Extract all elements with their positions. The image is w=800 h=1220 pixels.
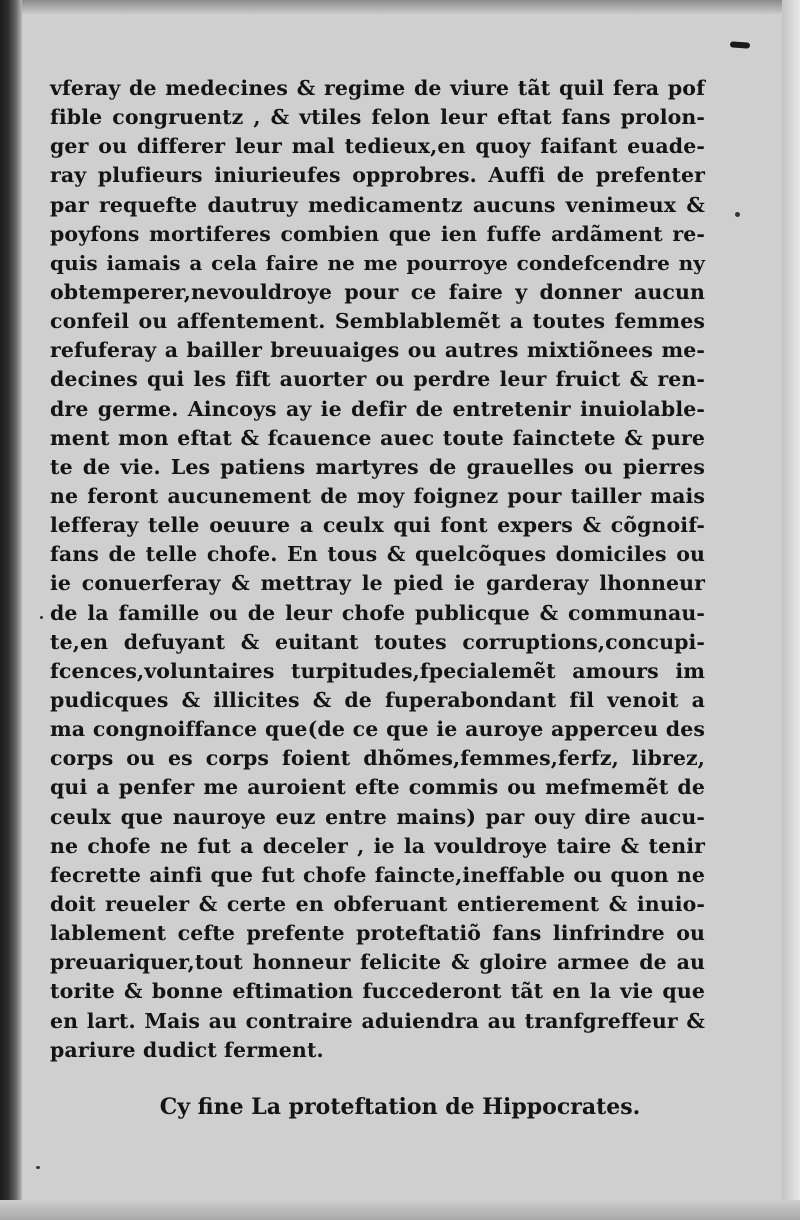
text-line: par requefte dautruy medicamentz aucuns venimeux & — [50, 192, 705, 217]
text-line: quis iamais a cela faire ne me pourroye condefcendre ny — [50, 250, 705, 275]
text-line: qui a penfer me auroient efte commis ou mefmemẽt de — [50, 775, 705, 800]
text-line: decines qui les fift auorter ou perdre leur fruict & ren- — [50, 367, 705, 392]
text-line: ne feront aucunement de moy foignez pour tailler mais — [50, 483, 705, 508]
ink-mark — [730, 41, 750, 48]
text-line: te,en defuyant & euitant toutes corruptions,concupi- — [50, 629, 705, 654]
text-line: confeil ou affentement. Semblablemẽt a toutes femmes — [50, 309, 705, 334]
body-text — [50, 74, 705, 1065]
page-right-edge — [782, 0, 800, 1220]
ink-speck — [735, 212, 740, 217]
text-line: ne chofe ne fut a deceler , ie la vouldroye taire & tenir — [50, 833, 705, 858]
text-line: de la famille ou de leur chofe publicque & communau- — [50, 600, 705, 625]
text-line: fible congruentz , & vtiles felon leur eftat fans prolon- — [50, 105, 705, 130]
text-line: lablement cefte prefente proteftatiõ fans linfrindre ou — [50, 921, 705, 946]
text-line: fcences,voluntaires turpitudes,fpecialemẽt amours im — [50, 658, 705, 683]
text-line: ray plufieurs iniurieufes opprobres. Auffi de prefenter — [50, 163, 705, 188]
text-line: te de vie. Les patiens martyres de grauelles ou pierres — [50, 454, 705, 479]
text-line: fans de telle chofe. En tous & quelcõques domiciles ou — [50, 542, 705, 567]
text-line: en lart. Mais au contraire aduiendra au tranfgreffeur & — [50, 1008, 705, 1033]
text-line: doit reueler & certe en obferuant entierement & inuio- — [50, 891, 705, 916]
page-top-edge — [0, 0, 800, 14]
text-line: torite & bonne eftimation fuccederont tãt en la vie que — [50, 979, 705, 1004]
text-line: refuferay a bailler breuuaiges ou autres mixtiõnees me- — [50, 338, 705, 363]
text-line: ceulx que nauroye euz entre mains) par ouy dire aucu- — [50, 804, 705, 829]
text-line: poyfons mortiferes combien que ien fuffe ardãment re- — [50, 221, 705, 246]
ink-speck — [40, 616, 43, 619]
text-line: obtemperer,nevouldroye pour ce faire y donner aucun — [50, 279, 705, 304]
text-line: corps ou es corps foient dhõmes,femmes,ferfz, librez, — [50, 746, 705, 771]
text-line: ger ou differer leur mal tedieux,en quoy faifant euade- — [50, 134, 705, 159]
text-line: pudicques & illicites & de fuperabondant fil venoit a — [50, 687, 705, 712]
text-line: preuariquer,tout honneur felicite & gloire armee de au — [50, 950, 705, 975]
text-line: dre germe. Aincoys ay ie defir de entretenir inuiolable- — [50, 396, 705, 421]
text-line: ma congnoiffance que(de ce que ie auroye apperceu des — [50, 717, 705, 742]
text-line: ie conuerferay & mettray le pied ie garderay lhonneur — [50, 571, 705, 596]
text-line: vferay de medecines & regime de viure tãt quil fera pof — [50, 76, 705, 100]
page-bottom-edge — [0, 1200, 800, 1220]
book-gutter-shadow — [0, 0, 22, 1220]
text-line: pariure dudict ferment. — [50, 1037, 324, 1062]
ink-speck — [36, 1166, 40, 1169]
text-line: lefferay telle oeuure a ceulx qui font expers & cõgnoif- — [50, 513, 705, 538]
text-line: ment mon eftat & fcauence auec toute fainctete & pure — [50, 425, 705, 450]
colophon: Cy fine La proteftation de Hippocrates. — [159, 1094, 641, 1120]
text-line: fecrette ainfi que fut chofe faincte,ineffable ou quon ne — [50, 862, 705, 887]
